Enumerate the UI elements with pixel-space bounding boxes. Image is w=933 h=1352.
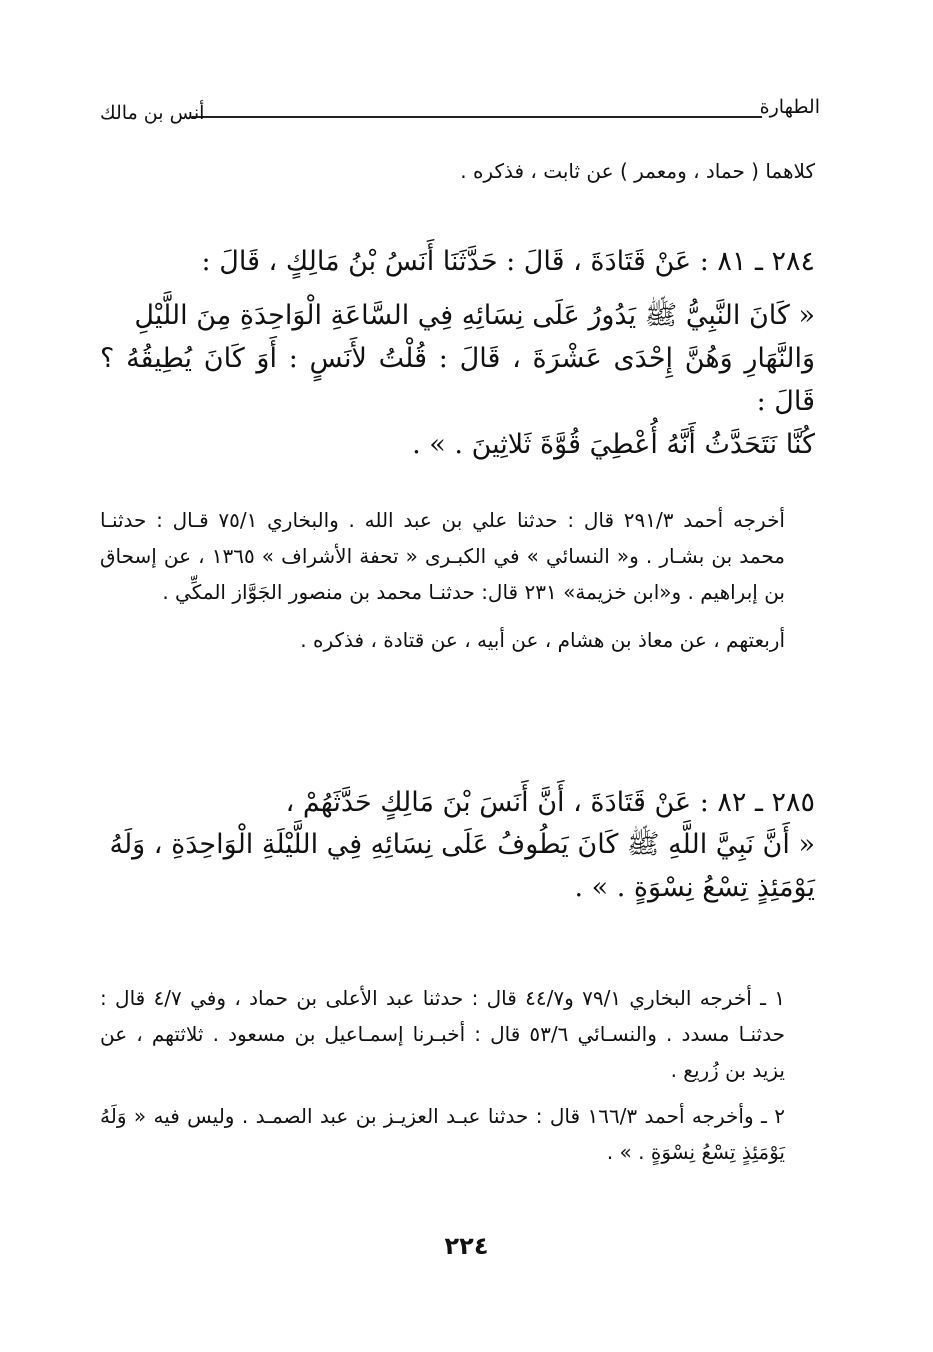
hadith-284-heading: ٢٨٤ ـ ٨١ : عَنْ قَتَادَةَ ، قَالَ : حَدَّثَنَا أَنَسُ بْنُ مَالِكٍ ، قَالَ : xyxy=(201,246,815,277)
takhrij-285-note-1: ١ ـ أخرجه البخاري ٧٩/١ و٤٤/٧ قال : حدثنا عبد الأعلى بن حماد ، وفي ٤/٧ قال : حدثنـا مسدد . والنسـائي ٥٣/٦ قال : أخبـرنا إسمـاعيل بن مسعود . ثلاثتهم ، عن يزيد بن زُريع . xyxy=(100,986,785,1082)
hadith-285 xyxy=(100,783,815,909)
takhrij-284-paragraph-1: أخرجه أحمد ٢٩١/٣ قال : حدثنا علي بن عبد الله . والبخاري ٧٥/١ قـال : حدثنـا محمد بن بشـار . و« النسائي » في الكبـرى « تحفة الأشراف » ١٣٦٥ ، عن إسحاق بن إبراهيم . و«ابن خزيمة» ٢٣١ قال: حدثنـا محمد بن منصور الجَوَّاز المكِّي . xyxy=(100,508,785,604)
hadith-284 xyxy=(100,242,815,466)
takhrij-285 xyxy=(100,980,815,1170)
page-number: ٢٢٤ xyxy=(444,1232,489,1260)
hadith-284-line-1: « كَانَ النَّبِيُّ ﷺ يَدُورُ عَلَى نِسَائِهِ فِي السَّاعَةِ الْوَاحِدَةِ مِنَ اللَّيْلِ xyxy=(134,300,815,331)
hadith-285-heading: ٢٨٥ ـ ٨٢ : عَنْ قَتَادَةَ ، أَنَّ أَنَسَ بْنَ مَالِكٍ حَدَّثَهُمْ ، xyxy=(285,787,815,818)
header-section-title: الطهارة xyxy=(759,96,820,118)
intro-line: كلاهما ( حماد ، ومعمر ) عن ثابت ، فذكره . xyxy=(460,159,815,183)
hadith-284-line-2: وَالنَّهَارِ وَهُنَّ إِحْدَى عَشْرَةَ ، قَالَ : قُلْتُ لأَنَسٍ : أَوَ كَانَ يُطِيقُهُ ؟ قَالَ : xyxy=(100,343,815,417)
intro-paragraph xyxy=(100,153,815,189)
takhrij-284 xyxy=(100,502,815,658)
takhrij-285-note-2: ٢ ـ وأخرجه أحمد ١٦٦/٣ قال : حدثنا عبـد العزيـز بن عبد الصمـد . وليس فيه « وَلَهُ يَوْمَئِذٍ تِسْعُ نِسْوَةٍ . » . xyxy=(100,1104,786,1164)
hadith-284-line-3: كُنَّا نَتَحَدَّثُ أَنَّهُ أُعْطِيَ قُوَّةَ ثَلاثِينَ . » . xyxy=(412,429,815,460)
hadith-285-line-1: « أَنَّ نَبِيَّ اللَّهِ ﷺ كَانَ يَطُوفُ عَلَى نِسَائِهِ فِي اللَّيْلَةِ الْوَاحِدَةِ ، وَلَهُ xyxy=(109,829,815,860)
header-narrator-title: أنس بن مالك xyxy=(100,102,205,124)
takhrij-284-paragraph-2: أربعتهم ، عن معاذ بن هشام ، عن أبيه ، عن قتادة ، فذكره . xyxy=(300,628,785,652)
running-header xyxy=(100,96,820,130)
hadith-285-line-2: يَوْمَئِذٍ تِسْعُ نِسْوَةٍ . » . xyxy=(574,872,815,903)
header-rule xyxy=(192,116,762,118)
